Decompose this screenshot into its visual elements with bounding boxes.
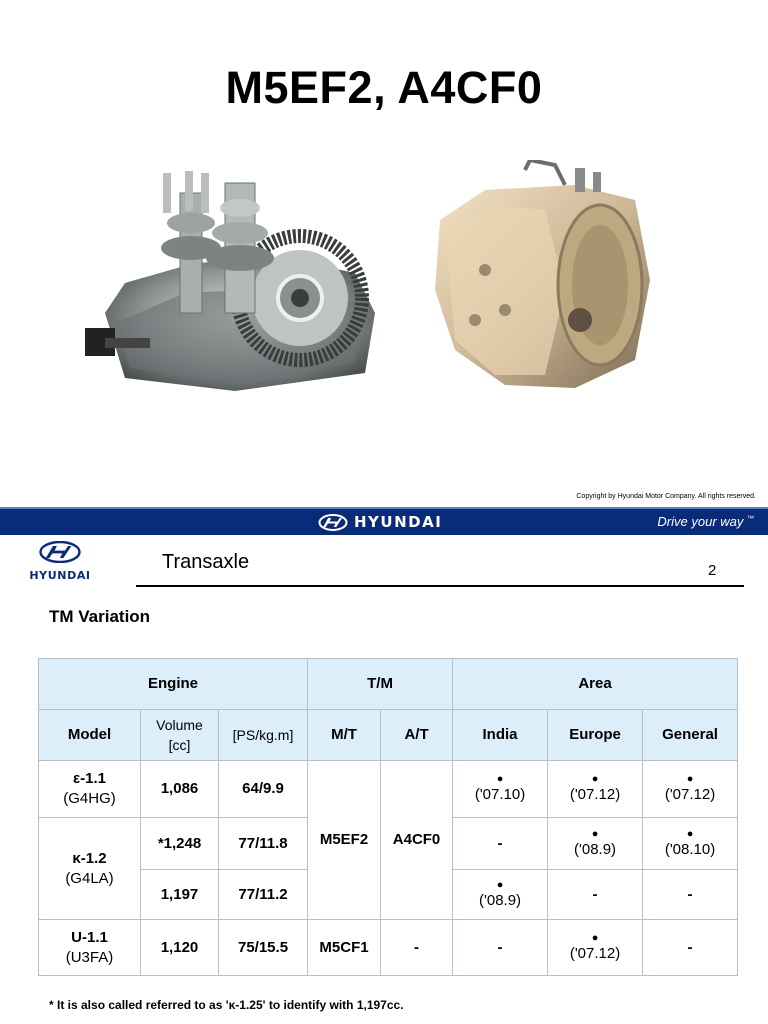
general-cell — [643, 761, 738, 818]
column-header-row — [39, 710, 738, 761]
india-cell — [453, 870, 548, 920]
power-cell: 75/15.5 — [219, 920, 308, 976]
header-brand-block — [26, 541, 94, 582]
slogan — [657, 514, 754, 529]
india-date: ('07.10) — [474, 786, 526, 803]
general-cell — [643, 818, 738, 870]
europe-cell — [548, 818, 643, 870]
model-cell — [39, 761, 141, 818]
model-cell — [39, 818, 141, 920]
table-row — [39, 920, 738, 976]
at-cell: - — [381, 920, 453, 976]
header-divider — [136, 585, 744, 587]
model-name: κ-1.2 — [72, 849, 107, 867]
power-cell: 77/11.2 — [219, 870, 308, 920]
india-cell: - — [453, 818, 548, 870]
tm-variation-table — [38, 658, 738, 976]
volume-header — [141, 710, 219, 761]
europe-cell — [548, 920, 643, 976]
power-header: [PS/kg.m] — [219, 710, 308, 761]
europe-date: ('07.12) — [569, 786, 621, 803]
volume-cell: 1,120 — [141, 920, 219, 976]
engine-group-header: Engine — [39, 659, 308, 710]
page-number: 2 — [708, 562, 717, 579]
engine-code: (G4HG) — [63, 790, 116, 807]
availability-dot-icon: ● — [686, 773, 694, 785]
manual-transaxle-photo — [85, 163, 385, 393]
slogan-text: Drive your way — [657, 514, 744, 529]
general-date: ('08.10) — [664, 840, 716, 858]
group-header-row — [39, 659, 738, 710]
europe-header: Europe — [548, 710, 643, 761]
mt-cell: M5CF1 — [308, 920, 381, 976]
volume-cell: 1,086 — [141, 761, 219, 818]
availability-dot-icon: ● — [591, 827, 599, 840]
tm-group-header: T/M — [308, 659, 453, 710]
model-name: ε-1.1 — [73, 770, 106, 787]
volume-cell: 1,197 — [141, 870, 219, 920]
volume-cell: *1,248 — [141, 818, 219, 870]
header-brand-text: HYUNDAI — [29, 569, 91, 582]
mt-header: M/T — [308, 710, 381, 761]
india-cell: - — [453, 920, 548, 976]
model-cell — [39, 920, 141, 976]
availability-dot-icon: ● — [496, 878, 504, 891]
general-header: General — [643, 710, 738, 761]
power-cell: 64/9.9 — [219, 761, 308, 818]
footer-bar — [0, 507, 768, 535]
india-header: India — [453, 710, 548, 761]
trademark-mark: ™ — [747, 515, 754, 523]
europe-date: ('07.12) — [569, 944, 621, 962]
table-subtitle: TM Variation — [49, 607, 151, 626]
general-cell: - — [643, 870, 738, 920]
model-header: Model — [39, 710, 141, 761]
section-title: Transaxle — [162, 551, 250, 573]
volume-unit: [cc] — [168, 737, 191, 753]
automatic-transaxle-photo — [425, 160, 655, 392]
europe-cell — [548, 761, 643, 818]
engine-code: (U3FA) — [65, 948, 114, 966]
power-cell: 77/11.8 — [219, 818, 308, 870]
slide-title: M5EF2, A4CF0 — [225, 62, 543, 113]
footer-brand-text: HYUNDAI — [354, 513, 443, 531]
footnote: * It is also called referred to as 'κ-1.25' to identify with 1,197cc. — [49, 998, 404, 1012]
engine-code: (G4LA) — [65, 869, 114, 887]
table-row — [39, 761, 738, 818]
availability-dot-icon: ● — [591, 773, 599, 785]
europe-cell: - — [548, 870, 643, 920]
general-date: ('07.12) — [664, 786, 716, 803]
volume-label: Volume — [156, 717, 203, 733]
mt-shared-cell: M5EF2 — [308, 761, 381, 920]
at-header: A/T — [381, 710, 453, 761]
general-cell: - — [643, 920, 738, 976]
model-name: U-1.1 — [71, 928, 108, 946]
india-cell — [453, 761, 548, 818]
footer-logo — [318, 513, 442, 531]
copyright-notice: Copyright by Hyundai Motor Company. All rights reserved. — [576, 493, 756, 500]
hyundai-logo-icon — [318, 514, 348, 531]
europe-date: ('08.9) — [574, 840, 617, 858]
availability-dot-icon: ● — [591, 931, 599, 944]
availability-dot-icon: ● — [496, 773, 504, 785]
india-date: ('08.9) — [479, 891, 522, 909]
hyundai-logo-icon — [39, 541, 81, 563]
at-shared-cell: A4CF0 — [381, 761, 453, 920]
area-group-header: Area — [453, 659, 738, 710]
availability-dot-icon: ● — [686, 827, 694, 840]
